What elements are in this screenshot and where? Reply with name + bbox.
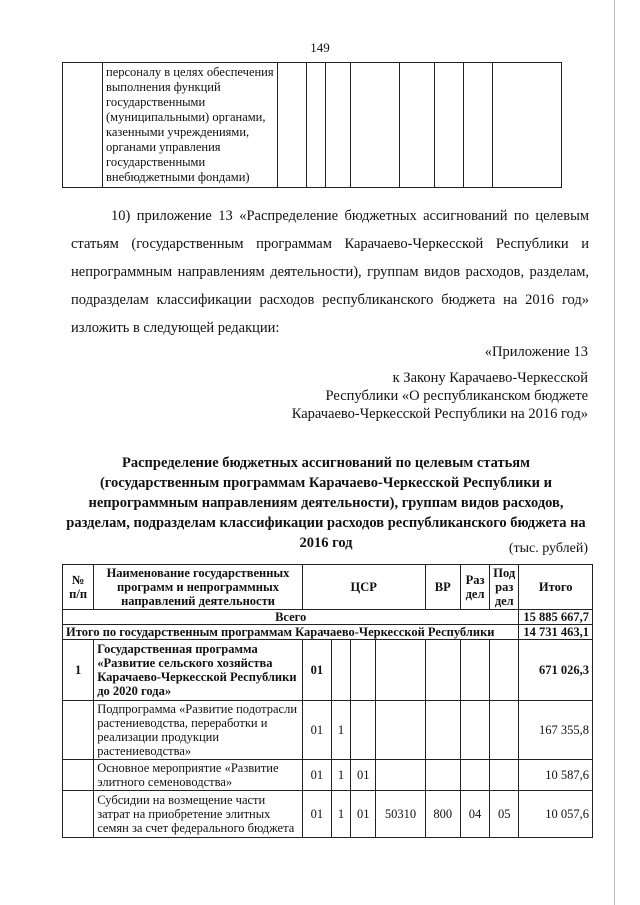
csr-program: 01 (302, 791, 331, 838)
table-row (63, 791, 593, 838)
page-number: 149 (310, 40, 330, 55)
table-row (63, 610, 593, 625)
appendix-line: к Закону Карачаево-Черкесской (392, 370, 588, 386)
continued-table (62, 62, 562, 188)
row-total: 10 587,6 (519, 760, 593, 791)
csr-activity: 01 (351, 760, 376, 791)
table-header-row (63, 565, 593, 610)
appendix-line: Республики «О республиканском бюджете (325, 388, 588, 404)
csr-subprogram: 1 (331, 701, 350, 760)
header-name: Наименование государственных программ и непрограммных направлений деятельности (94, 565, 303, 610)
appendix-line: Карачаево-Черкесской Республики на 2016 год» (291, 406, 588, 422)
table-row (63, 760, 593, 791)
row-total: 671 026,3 (519, 640, 593, 701)
table-row (63, 640, 593, 701)
row-podrazdel: 05 (490, 791, 519, 838)
table-title: Распределение бюджетных ассигнований по целевым статьям (государственным программам Карачаево-Черкесской Республики и непрограммным направлениям деятельности), группам видов расходов, разделам, подразделам классификации расходов республиканского бюджета на 2016 год (66, 455, 586, 551)
budget-table (62, 564, 593, 838)
row-name: Государственная программа «Развитие сельского хозяйства Карачаево-Черкесской Республики до 2020 года» (94, 640, 303, 701)
csr-program: 01 (302, 701, 331, 760)
row-name: Основное мероприятие «Развитие элитного семеноводства» (94, 760, 303, 791)
appendix-title: «Приложение 13 (484, 344, 588, 360)
row-total: 167 355,8 (519, 701, 593, 760)
header-vr: ВР (425, 565, 460, 610)
row-razdel: 04 (460, 791, 489, 838)
csr-subprogram: 1 (331, 791, 350, 838)
header-total: Итого (519, 565, 593, 610)
row-num: 1 (63, 640, 94, 701)
csr-program: 01 (302, 760, 331, 791)
programs-total-label: Итого по государственным программам Карачаево-Черкесской Республики (63, 625, 519, 640)
table-row (63, 701, 593, 760)
total-label: Всего (63, 610, 519, 625)
csr-subprogram: 1 (331, 760, 350, 791)
csr-direction: 50310 (376, 791, 425, 838)
units-label: (тыс. рублей) (508, 541, 588, 556)
table-row (63, 625, 593, 640)
row-vr: 800 (425, 791, 460, 838)
header-podrazdel: Под раз дел (490, 565, 519, 610)
total-value: 15 885 667,7 (519, 610, 593, 625)
table-row (63, 63, 562, 188)
csr-program: 01 (302, 640, 331, 701)
continued-cell-text: персоналу в целях обеспечения выполнения функций государственными (муниципальными) органами, казенными учреждениями, органами управления государственными внебюджетными фондами) (103, 63, 278, 188)
row-name: Подпрограмма «Развитие подотрасли растениеводства, переработки и реализации продукции растениеводства» (94, 701, 303, 760)
csr-activity: 01 (351, 791, 376, 838)
scan-margin-line (614, 0, 615, 905)
row-total: 10 057,6 (519, 791, 593, 838)
amendment-paragraph: 10) приложение 13 «Распределение бюджетных ассигнований по целевым статьям (государственным программам Карачаево-Черкесской Республики и непрограммным направлениям деятельности), группам видов расходов, разделам, подразделам классификации расходов республиканского бюджета на 2016 год» изложить в следующей редакции: (71, 208, 589, 336)
header-num: № п/п (63, 565, 94, 610)
row-name: Субсидии на возмещение части затрат на приобретение элитных семян за счет федерального бюджета (94, 791, 303, 838)
programs-total-value: 14 731 463,1 (519, 625, 593, 640)
header-razdel: Раз дел (460, 565, 489, 610)
header-csr: ЦСР (302, 565, 425, 610)
